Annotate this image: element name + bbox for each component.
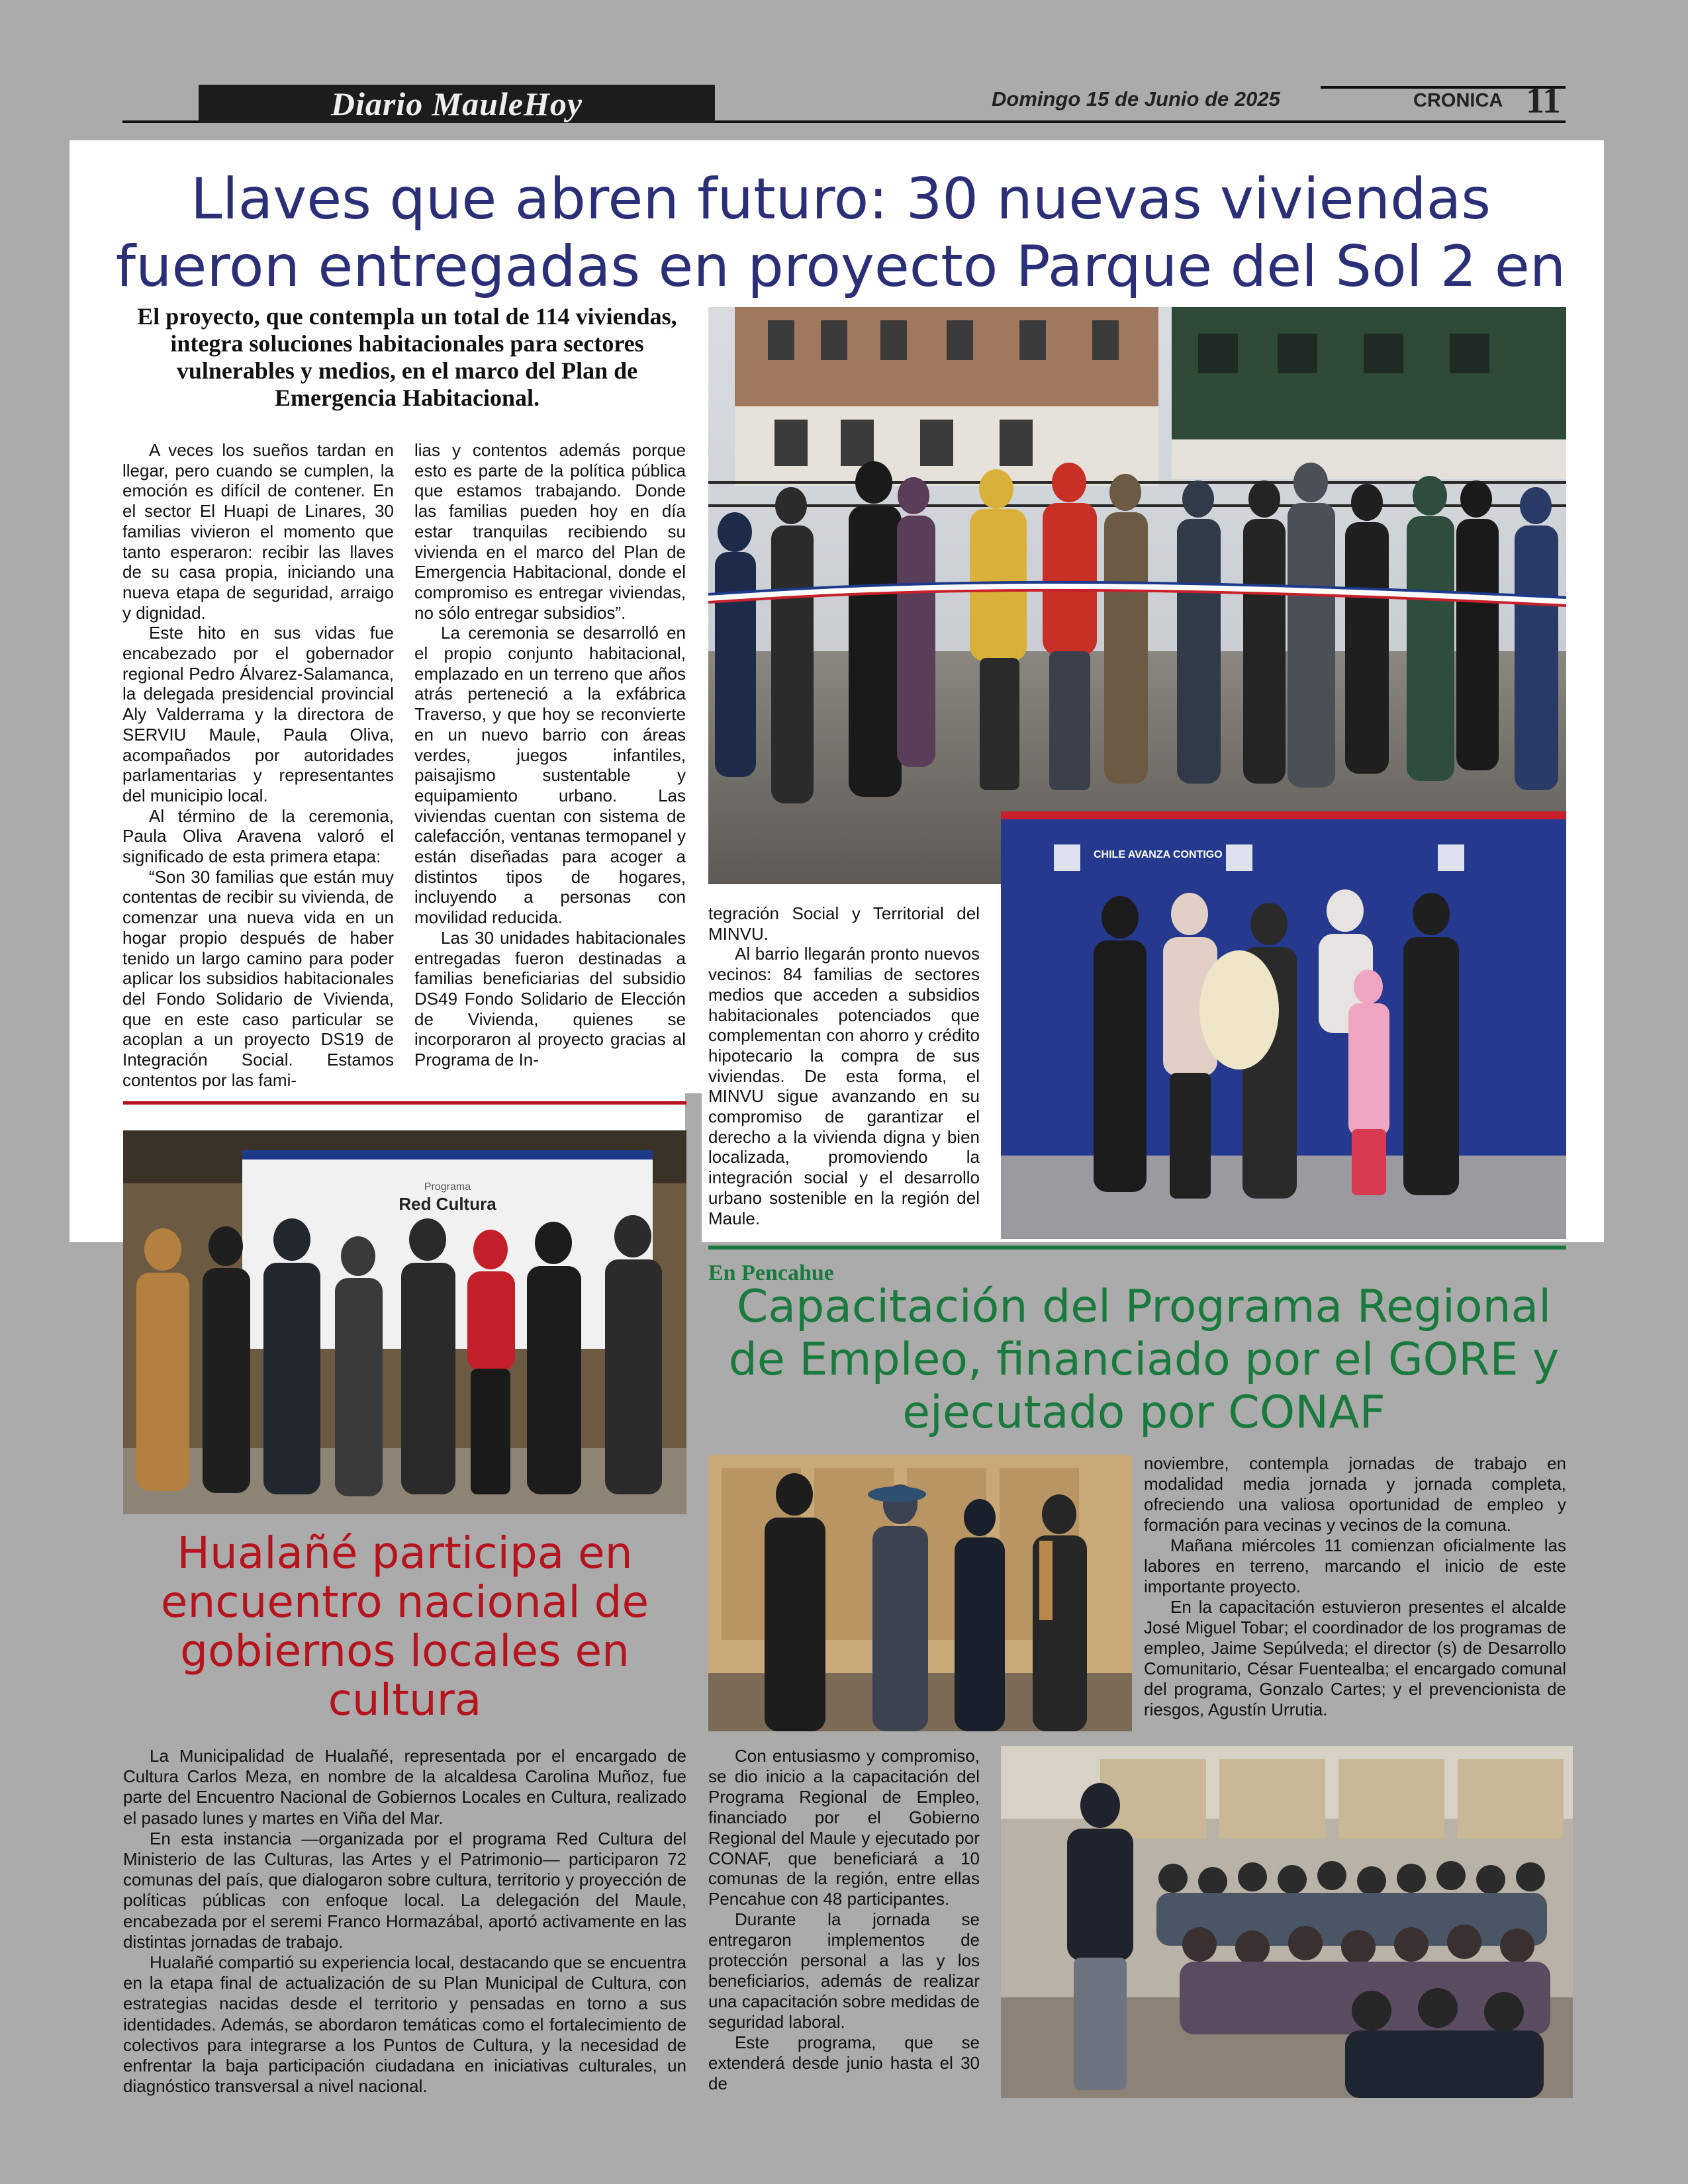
lead-headline: Llaves que abren futuro: 30 nuevas viviendas fueron entregadas en proyecto Parque del Sol 2 en [115, 166, 1566, 300]
lead-subhead: El proyecto, que contempla un total de 114 viviendas, integra soluciones habitacionales para sectores vulnerables y medios, en el marco del Plan de Emergencia Habitacional. [137, 303, 677, 411]
paragraph: Este programa, que se extenderá desde junio hasta el 30 de [708, 2032, 980, 2093]
red-cultura-group-photo [123, 1130, 686, 1514]
capacitacion-group-photo [708, 1455, 1132, 1731]
pencahue-body-right [1144, 1453, 1566, 1720]
paragraph: Durante la jornada se entregaron implementos de protección personal a las y los beneficiarios, además de realizar una capacitación sobre medidas de seguridad laboral. [708, 1909, 980, 2032]
paragraph: La ceremonia se desarrolló en el propio conjunto habitacional, emplazado en un terreno que años atrás perteneció a la exfábrica Traverso, y que hoy se reconvierte en un nuevo barrio con áreas verdes, juegos infantiles, paisajismo sustentable y equipamiento urbano. Las viviendas cuentan con sistema de calefacción, ventanas termopanel y están diseñadas para acoger a distintos tipos de hogares, incluyendo a personas con movilidad reducida. [414, 623, 686, 928]
paragraph: A veces los sueños tardan en llegar, pero cuando se cumplen, la emoción es difícil de contener. En el sector El Huapi de Linares, 30 familias vivieron el momento que tanto esperaron: recibir las llaves de su casa propia, iniciando una nueva etapa de seguridad, arraigo y dignidad. [122, 440, 394, 623]
paragraph: “Son 30 familias que están muy contentas de recibir su vivienda, de comenzar una nueva vida en un hogar propio después de haber tenido un largo camino para poder aplicar los subsidios habitacionales del Fondo Solidario de Vivienda, que en este caso particular se acoplan a un proyecto DS19 de Integración Social. Estamos contentos por las fami- [122, 866, 394, 1090]
families-keys-photo [1001, 811, 1566, 1239]
hualane-headline: Hualañé participa en encuentro nacional de gobiernos locales en cultura [160, 1527, 649, 1725]
paragraph: Al barrio llegarán pronto nuevos vecinos: 84 familias de sectores medios que acceden a subsidios habitacionales potenciados que complementan con ahorro y crédito hipotecario la compra de sus viviendas. De esta forma, el MINVU sigue avanzando en su compromiso de garantizar el derecho a la vivienda digna y bien localizada, promoviendo la integración social y el desarrollo urbano sostenible en la región del Maule. [708, 944, 980, 1228]
pencahue-headline: Capacitación del Programa Regional de Empleo, financiado por el GORE y ejecutado por CONAF [728, 1281, 1560, 1439]
issue-date: Domingo 15 de Junio de 2025 [992, 87, 1280, 111]
section-divider-green [708, 1246, 1566, 1250]
paragraph: Al término de la ceremonia, Paula Oliva Aravena valoró el significado de esta primera etapa: [122, 805, 394, 867]
paragraph: Con entusiasmo y compromiso, se dio inicio a la capacitación del Programa Regional de Empleo, financiado por el Gobierno Regional del Maule y ejecutado por CONAF, que beneficiará a 10 comunas de la región, entre ellas Pencahue con 48 participantes. [708, 1746, 980, 1909]
pencahue-kicker: En Pencahue [708, 1261, 834, 1285]
paragraph: noviembre, contempla jornadas de trabajo en modalidad media jornada y jornada completa, ofreciendo una valiosa oportunidad de empleo y formación para vecinas y vecinos de la comuna. [1144, 1453, 1566, 1535]
paragraph: Mañana miércoles 11 comienzan oficialmente las labores en terreno, marcando el inicio de este importante proyecto. [1144, 1535, 1566, 1596]
section-name: CRONICA [1413, 90, 1503, 111]
paragraph: Hualañé compartió su experiencia local, destacando que se encuentra en la etapa final de actualización de su Plan Municipal de Cultura, con estrategias nacidas desde el territorio y pensadas en torno a sus identidades. Además, se abordaron temáticas como el fortalecimiento de colectivos para integrarse a los Puntos de Cultura, y la necesidad de enfrentar la baja participación ciudadana en iniciativas culturales, un diagnóstico transversal a nivel nacional. [123, 1952, 686, 2097]
newspaper-logo: Diario MauleHoy [199, 85, 715, 123]
capacitacion-audience-photo [1001, 1746, 1573, 2098]
paragraph: Las 30 unidades habitacionales entregadas fueron destinadas a familias beneficiarias del subsidio DS49 Fondo Solidario de Elección de Vivienda, quienes se incorporaron al proyecto gracias al Programa de In- [414, 927, 686, 1070]
paragraph: tegración Social y Territorial del MINVU. [708, 903, 980, 944]
photo-sign-text: CHILE AVANZA CONTIGO [1094, 849, 1223, 860]
paragraph: Este hito en sus vidas fue encabezado por el gobernador regional Pedro Álvarez-Salamanca, la delegada presidencial provincial Aly Valderrama y la directora de SERVIU Maule, Paula Oliva, acompañados por autoridades parlamentarias y representantes del municipio local. [122, 623, 394, 805]
banner-text: Red Cultura [399, 1194, 496, 1214]
paragraph: En la capacitación estuvieron presentes el alcalde José Miguel Tobar; el coordinador de los programas de empleo, Jaime Sepúlveda; el director (s) de Desarrollo Comunitario, César Fuentealba; el encargado comunal del programa, Gonzalo Cartes; y el prevencionista de riesgos, Agustín Urrutia. [1144, 1597, 1566, 1719]
lead-column-3 [708, 903, 980, 1228]
banner-small-text: Programa [424, 1181, 471, 1193]
paragraph: lias y contentos además porque esto es parte de la política pública que estamos trabajando. Donde las familias pueden hoy en día estar tranquilas recibiendo su vivienda en el marco del Plan de Emergencia Habitacional, donde el compromiso es entregar viviendas, no sólo entregar subsidios”. [414, 440, 686, 623]
paragraph: En esta instancia —organizada por el programa Red Cultura del Ministerio de las Culturas, las Artes y el Patrimonio— participaron 72 comunas del país, que dialogaron sobre cultura, territorio y proyección de políticas públicas con enfoque local. La delegación del Maule, encabezada por el seremi Franco Hormazábal, aportó activamente en las distintas jornadas de trabajo. [123, 1828, 686, 1952]
section-divider-red [123, 1101, 686, 1105]
hualane-body [123, 1746, 686, 2097]
ribbon-cutting-photo [708, 307, 1566, 884]
pencahue-body-left [708, 1746, 980, 2093]
lead-column-2 [414, 440, 686, 1070]
lead-column-1 [122, 440, 394, 1091]
paragraph: La Municipalidad de Hualañé, representada por el encargado de Cultura Carlos Meza, en nombre de la alcaldesa Carolina Muñoz, fue parte del Encuentro Nacional de Gobiernos Locales en Cultura, realizado el pasado lunes y martes en Viña del Mar. [123, 1746, 686, 1828]
page-number: 11 [1526, 80, 1561, 121]
